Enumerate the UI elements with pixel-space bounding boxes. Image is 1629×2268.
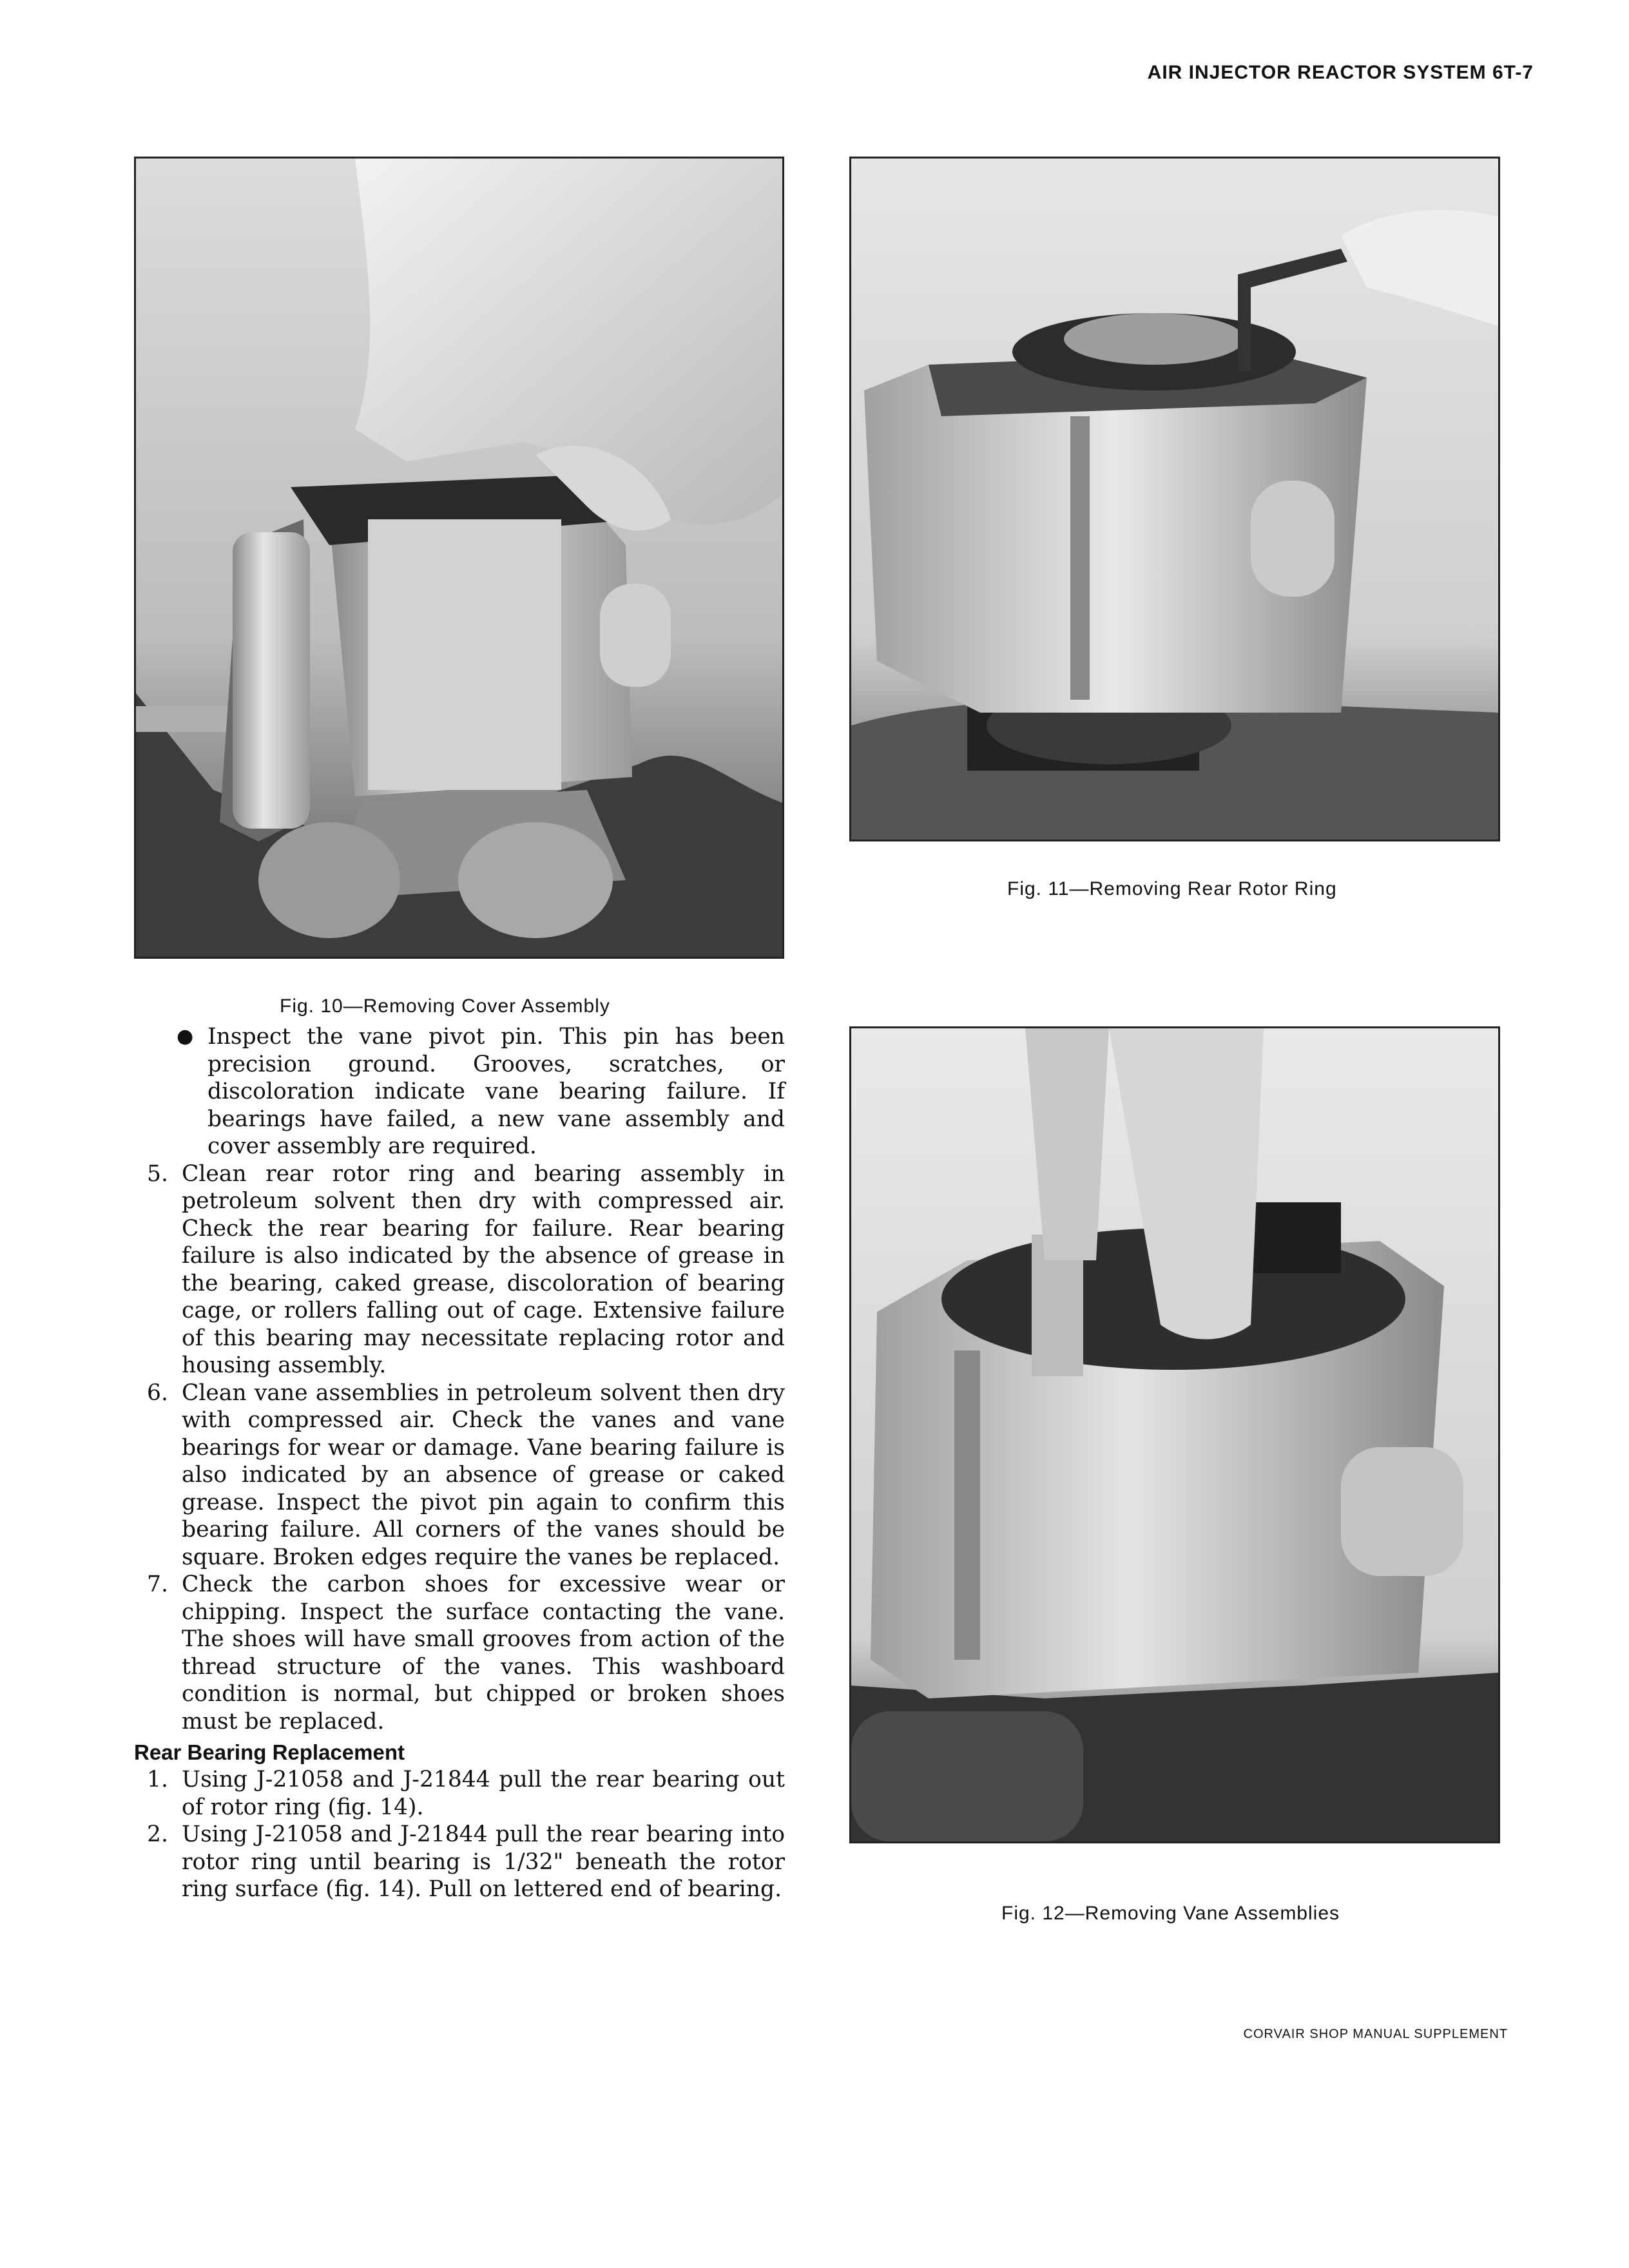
step-number: 5. bbox=[147, 1160, 168, 1187]
step-text: Using J-21058 and J-21844 pull the rear bearing into rotor ring until bearing is 1/32" beneath the rotor ring surface (fig. 14). Pull on lettered end of bearing. bbox=[182, 1821, 785, 1902]
step-item bbox=[134, 1766, 785, 1821]
figure-12-caption: Fig. 12—Removing Vane Assemblies bbox=[1001, 1903, 1340, 1924]
step-number: 1. bbox=[147, 1767, 168, 1792]
bullet-item bbox=[134, 1023, 785, 1160]
figure-11-photo bbox=[849, 157, 1500, 841]
step-number: 7. bbox=[147, 1571, 168, 1597]
page-header: AIR INJECTOR REACTOR SYSTEM 6T-7 bbox=[1147, 62, 1534, 83]
figure-12-photo bbox=[849, 1026, 1500, 1843]
step-item bbox=[134, 1160, 785, 1379]
step-item bbox=[134, 1571, 785, 1735]
figure-10-caption: Fig. 10—Removing Cover Assembly bbox=[280, 995, 610, 1017]
page-footer: CORVAIR SHOP MANUAL SUPPLEMENT bbox=[1243, 2027, 1508, 2041]
body-text-column bbox=[134, 1023, 785, 1903]
step-text: Clean vane assemblies in petroleum solvent then dry with compressed air. Check the vanes and vane bearings for wear or damage. Vane bearing failure is also indicated by an absence of grease or caked grease. Inspect the pivot pin again to confirm this bearing failure. All corners of the vanes should be square. Broken edges require the vanes be replaced. bbox=[182, 1379, 785, 1570]
step-number: 2. bbox=[147, 1821, 168, 1847]
section-heading: Rear Bearing Replacement bbox=[134, 1740, 405, 1764]
step-text: Using J-21058 and J-21844 pull the rear bearing out of rotor ring (fig. 14). bbox=[182, 1767, 785, 1820]
figure-10-photo bbox=[134, 157, 784, 959]
step-item bbox=[134, 1379, 785, 1571]
bullet-text: Inspect the vane pivot pin. This pin has been precision ground. Grooves, scratches, or discoloration indicate vane bearing failure. If bearings have failed, a new vane assembly and cover assembly are required. bbox=[207, 1024, 785, 1159]
step-text: Check the carbon shoes for excessive wear or chipping. Inspect the surface contacting the vane. The shoes will have small grooves from action of the thread structure of the vanes. This washboard condition is normal, but chipped or broken shoes must be replaced. bbox=[182, 1571, 785, 1735]
step-number: 6. bbox=[147, 1379, 168, 1406]
figure-11-caption: Fig. 11—Removing Rear Rotor Ring bbox=[1007, 878, 1337, 899]
step-item bbox=[134, 1821, 785, 1903]
step-text: Clean rear rotor ring and bearing assembly in petroleum solvent then dry with compressed air. Check the rear bearing for failure. Rear bearing failure is also indicated by the absence of grease in the bearing, caked grease, discoloration of bearing cage, or rollers falling out of cage. Extensive failure of this bearing may necessitate replacing rotor and housing assembly. bbox=[182, 1160, 785, 1378]
bullet-marker: ● bbox=[177, 1025, 194, 1048]
